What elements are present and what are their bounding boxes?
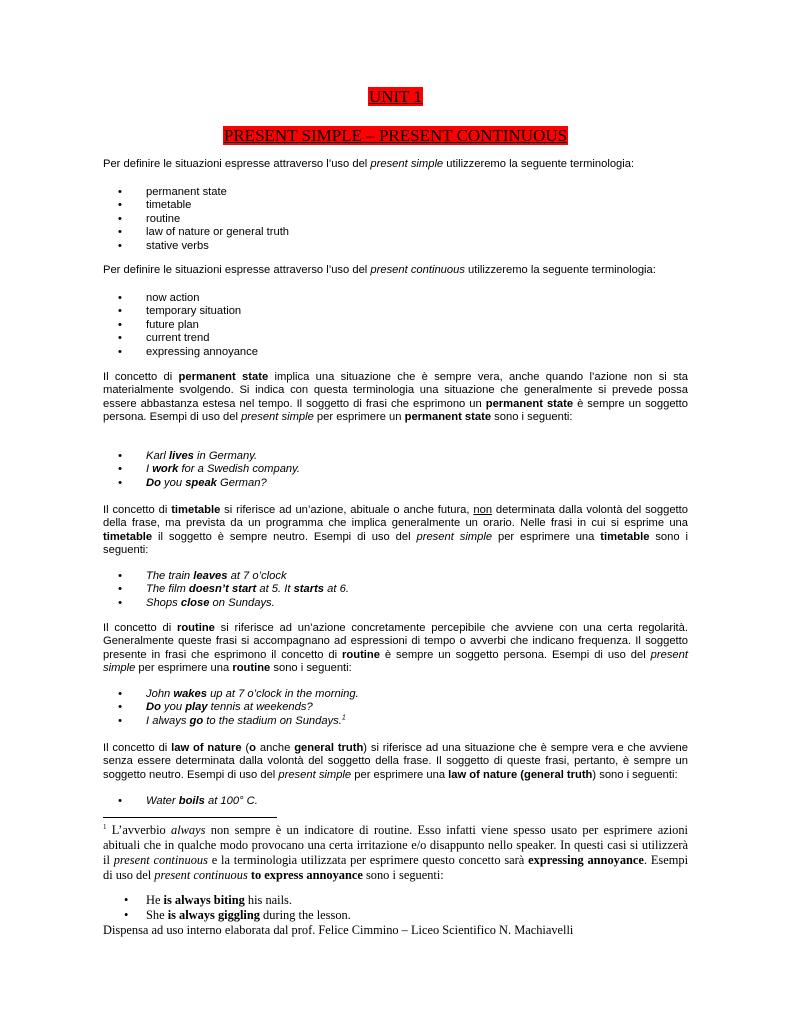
intro-continuous-paragraph bbox=[103, 264, 688, 277]
term-bold: permanent state bbox=[485, 397, 574, 410]
footnote-paragraph: $^1$ L’avverbio always non sempre è un indicatore di routine. Esso infatti viene spesso usato per esprimere azioni abituali che in qualche modo provocano una certa irritazione e/o disappunto nello speaker. In questi casi si utilizzerà il present continuous e la terminologia utilizzata per esprimere questo concetto sarà expressing annoyance. Esempi di uso del present continuous to express annoyance sono i seguenti: bbox=[103, 822, 689, 882]
page-subtitle-text: PRESENT SIMPLE – PRESENT CONTINUOUS bbox=[223, 126, 568, 145]
intro-simple-term: present simple bbox=[370, 158, 444, 170]
list-item: • routine bbox=[118, 213, 289, 226]
footnote-separator bbox=[103, 817, 277, 818]
list-item: • future plan bbox=[118, 319, 258, 332]
footnote-examples bbox=[118, 893, 351, 923]
term-bold: routine bbox=[342, 648, 380, 661]
intro-continuous-tail: utilizzeremo la seguente terminologia: bbox=[464, 264, 656, 276]
example-item: • He is always biting his nails. bbox=[118, 893, 351, 908]
example-item: • Do you play tennis at weekends? bbox=[118, 701, 359, 714]
example-item: • I always go to the stadium on Sundays.$^1$ bbox=[118, 715, 359, 728]
list-item: • temporary situation bbox=[118, 305, 258, 318]
example-item: • Shops close on Sundays. bbox=[118, 597, 349, 610]
list-item: • now action bbox=[118, 292, 258, 305]
text-run: sono i seguenti: bbox=[491, 411, 573, 424]
term-bold: permanent state bbox=[178, 371, 269, 383]
text-run: è sempre un soggetto persona. Esempi di uso del bbox=[103, 397, 688, 424]
term-bold: law of nature (general truth bbox=[448, 768, 593, 781]
example-item: • The film doesn’t start at 5. It starts at 6. bbox=[118, 583, 349, 596]
list-item: • permanent state bbox=[118, 186, 289, 199]
term-bold: general truth bbox=[294, 742, 364, 754]
term-italic: present simple bbox=[416, 530, 493, 543]
example-item: • I work for a Swedish company. bbox=[118, 463, 300, 476]
intro-continuous-term: present continuous bbox=[370, 264, 465, 276]
continuous-terms-list bbox=[118, 292, 258, 359]
unit-title-text: UNIT 1 bbox=[368, 87, 423, 106]
term-bold: timetable bbox=[103, 530, 153, 543]
example-item: • Do you speak German? bbox=[118, 477, 300, 490]
term-italic: present simple bbox=[103, 648, 688, 675]
intro-simple-paragraph bbox=[103, 158, 688, 171]
simple-terms-list bbox=[118, 186, 289, 253]
law-of-nature-paragraph: Il concetto di law of nature (o anche general truth) si riferisce ad una situazione che è sempre vera e che avviene senza essere determinata dalla volontà del soggetto della frase. Il soggetto di queste frasi, pertanto, è sempre un soggetto neutro. Esempi di uso del present simple per esprimere una law of nature (general truth) sono i seguenti: bbox=[103, 742, 688, 781]
example-item: • Water boils at 100° C. bbox=[118, 795, 258, 808]
text-run: Il concetto di bbox=[103, 371, 179, 383]
example-item: • Karl lives in Germany. bbox=[118, 450, 300, 463]
term-bold: law of nature bbox=[171, 742, 242, 754]
text-run: implica una situazione che è sempre vera, anche quando l’azione non si sta materialmente svolgendo. Si indica con questa terminologia una situazione che generalmente si prevede possa essere abbastanza estesa nel tempo. Il soggetto di frasi che esprimono un bbox=[103, 371, 689, 410]
term-bold: timetable bbox=[171, 504, 221, 516]
timetable-examples bbox=[118, 570, 349, 610]
permanent-state-examples bbox=[118, 450, 300, 490]
term-bold: timetable bbox=[600, 530, 650, 543]
intro-simple-text: Per definire le situazioni espresse attraverso l’uso del bbox=[103, 158, 371, 170]
footer-credit: Dispensa ad uso interno elaborata dal prof. Felice Cimmino – Liceo Scientifico N. Machiavelli bbox=[103, 923, 574, 937]
law-of-nature-examples bbox=[118, 795, 258, 808]
example-item: • John wakes up at 7 o’clock in the morning. bbox=[118, 688, 359, 701]
page-subtitle bbox=[0, 126, 791, 146]
footnote-mark: 1 bbox=[103, 822, 107, 831]
unit-title bbox=[0, 87, 791, 107]
example-item: • The train leaves at 7 o’clock bbox=[118, 570, 349, 583]
timetable-paragraph: Il concetto di timetable si riferisce ad un’azione, abituale o anche futura, non determinata dalla volontà del soggetto della frase, ma prevista da un programma che implica generalmente un orario. Nelle frasi in cui si esprime una timetable il soggetto è sempre neutro. Esempi di uso del present simple per esprimere una timetable sono i seguenti: bbox=[103, 504, 688, 557]
term-bold: permanent state bbox=[404, 411, 492, 424]
list-item: • current trend bbox=[118, 332, 258, 345]
routine-examples bbox=[118, 688, 359, 728]
routine-paragraph: Il concetto di routine si riferisce ad un’azione concretamente percepibile che avviene con una certa regolarità. Generalmente queste frasi si accompagnano ad espressioni di tempo o avverbi che indicano frequenza. Il soggetto presente in frasi che esprimono il concetto di routine è sempre un soggetto persona. Esempi di uso del present simple per esprimere una routine sono i seguenti: bbox=[103, 622, 688, 675]
term-bold: routine bbox=[176, 622, 215, 634]
intro-simple-tail: utilizzeremo la seguente terminologia: bbox=[443, 158, 635, 170]
underlined-word: non bbox=[473, 504, 493, 516]
list-item: • timetable bbox=[118, 199, 289, 212]
list-item: • expressing annoyance bbox=[118, 346, 258, 359]
permanent-state-paragraph bbox=[103, 371, 688, 425]
term-bold: routine bbox=[232, 662, 271, 675]
text-run: per esprimere un bbox=[313, 411, 405, 424]
intro-continuous-text: Per definire le situazioni espresse attraverso l’uso del bbox=[103, 264, 371, 276]
term-italic: present simple bbox=[278, 768, 352, 781]
example-item: • She is always giggling during the lesson. bbox=[118, 908, 351, 923]
footnote-reference: 1 bbox=[341, 714, 346, 722]
term-italic: present simple bbox=[241, 411, 314, 424]
list-item: • law of nature or general truth bbox=[118, 226, 289, 239]
list-item: • stative verbs bbox=[118, 240, 289, 253]
